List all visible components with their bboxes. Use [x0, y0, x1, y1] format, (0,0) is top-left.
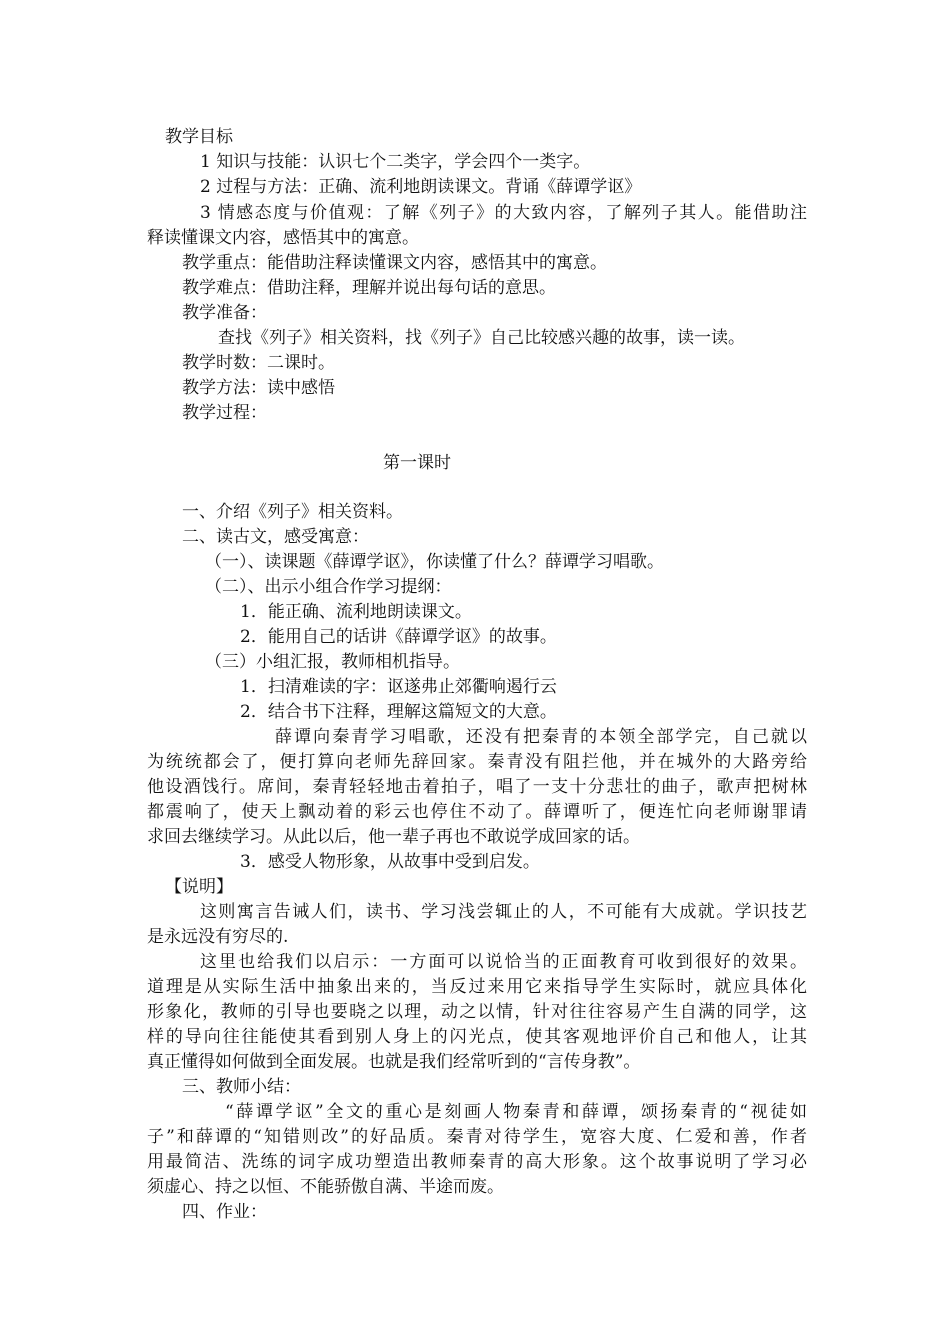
note-line: 样的导向往往能使其看到别人身上的闪光点，使其客观地评价自己和他人，让其	[147, 1027, 807, 1047]
outline-item-2: 2．能用自己的话讲《薛谭学讴》的故事。	[240, 627, 557, 647]
objectives-heading: 教学目标	[165, 127, 233, 147]
story-line: 为统统都会了，便打算向老师先辞回家。秦青没有阻拦他，并在城外的大路旁给	[147, 752, 807, 772]
story-line: 薛谭向秦青学习唱歌，还没有把秦青的本领全部学完，自己就以	[275, 727, 807, 747]
teaching-hours: 教学时数：二课时。	[182, 353, 335, 373]
teaching-method: 教学方法：读中感悟	[182, 378, 335, 398]
step-read: 二、读古文，感受寓意：	[182, 527, 369, 547]
lesson-title: 第一课时	[383, 453, 451, 473]
objective-attitude-line-1: 3 情感态度与价值观：了解《列子》的大致内容，了解列子其人。能借助注	[200, 203, 807, 223]
step-read-title: （一）、读课题《薛谭学讴》，你读懂了什么？薛谭学习唱歌。	[205, 552, 664, 572]
objective-process: 2 过程与方法：正确、流利地朗读课文。背诵《薛谭学讴》	[200, 177, 642, 197]
report-item-2: 2．结合书下注释，理解这篇短文的大意。	[240, 702, 557, 722]
note-line: 道理是从实际生活中抽象出来的，当反过来用它来指导学生实际时，就应具体化	[147, 977, 807, 997]
story-line: 他设酒饯行。席间，秦青轻轻地击着拍子，唱了一支十分悲壮的曲子，歌声把树林	[147, 777, 807, 797]
summary-line: 用最简洁、洗练的词字成功塑造出教师秦青的高大形象。这个故事说明了学习必	[147, 1152, 807, 1172]
note-line: 这则寓言告诫人们，读书、学习浅尝辄止的人，不可能有大成就。学识技艺	[200, 902, 807, 922]
report-item-1: 1．扫清难读的字：讴遂弗止郊衢响遏行云	[240, 677, 557, 697]
objective-knowledge: 1 知识与技能：认识七个二类字，学会四个一类字。	[200, 152, 591, 172]
note-label: 【说明】	[165, 877, 233, 897]
report-item-3: 3．感受人物形象，从故事中受到启发。	[240, 852, 540, 872]
step-group-report: （三）小组汇报，教师相机指导。	[205, 652, 460, 672]
note-line: 真正懂得如何做到全面发展。也就是我们经常听到的“言传身教”。	[147, 1052, 641, 1072]
story-line: 都震响了，使天上飘动着的彩云也停住不动了。薛谭听了，便连忙向老师谢罪请	[147, 802, 807, 822]
note-line: 形象化，教师的引导也要晓之以理，动之以情，针对往往容易产生自满的同学，这	[147, 1002, 807, 1022]
note-line: 这里也给我们以启示：一方面可以说恰当的正面教育可收到很好的效果。	[200, 952, 807, 972]
summary-line: 须虚心、持之以恒、不能骄傲自满、半途而废。	[147, 1177, 504, 1197]
preparation-text: 查找《列子》相关资料，找《列子》自己比较感兴趣的故事，读一读。	[218, 328, 745, 348]
summary-line: 子”和薛谭的“知错则改”的好品质。秦青对待学生，宽容大度、仁爱和善，作者	[147, 1127, 807, 1147]
key-point: 教学重点：能借助注释读懂课文内容，感悟其中的寓意。	[182, 253, 607, 273]
preparation-label: 教学准备：	[182, 303, 267, 323]
step-introduce: 一、介绍《列子》相关资料。	[182, 502, 403, 522]
step-homework: 四、作业：	[182, 1202, 267, 1222]
difficulty: 教学难点：借助注释，理解并说出每句话的意思。	[182, 278, 556, 298]
story-line: 求回去继续学习。从此以后，他一辈子再也不敢说学成回家的话。	[147, 827, 640, 847]
step-summary: 三、教师小结：	[182, 1077, 301, 1097]
outline-item-1: 1．能正确、流利地朗读课文。	[240, 602, 472, 622]
step-group-outline: （二）、出示小组合作学习提纲：	[205, 577, 452, 597]
objective-attitude-line-2: 释读懂课文内容，感悟其中的寓意。	[147, 228, 419, 248]
process-label: 教学过程：	[182, 403, 267, 423]
note-line: 是永远没有穷尽的.	[147, 927, 289, 947]
summary-line: “薛谭学讴”全文的重心是刻画人物秦青和薛谭，颂扬秦青的“视徒如	[225, 1102, 807, 1122]
